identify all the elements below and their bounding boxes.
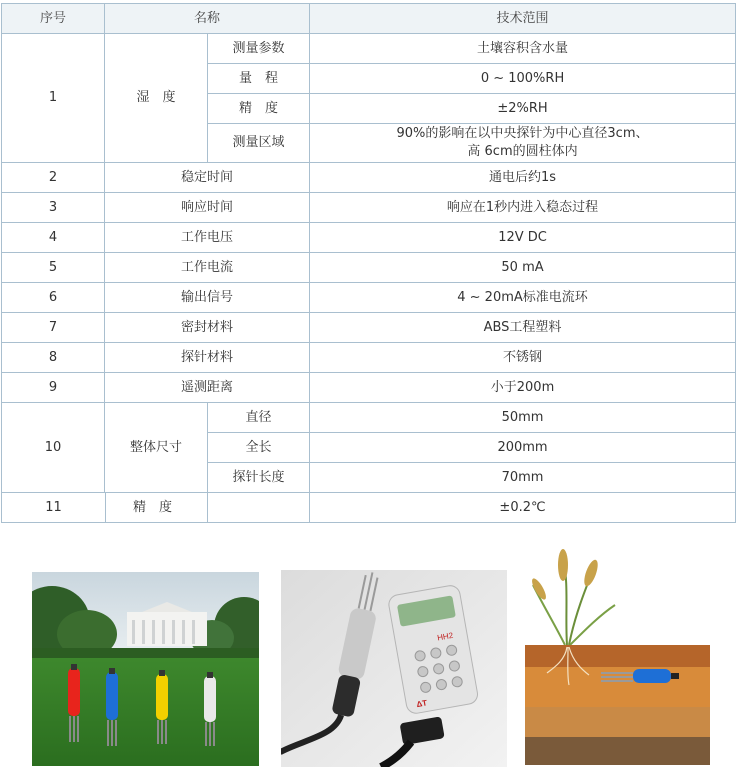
row-value bbox=[310, 124, 736, 163]
row-name: 稳定时间 bbox=[105, 163, 310, 193]
meter-label: HH2 bbox=[436, 630, 454, 643]
row-name: 探针材料 bbox=[105, 343, 310, 373]
row-value: 12V DC bbox=[310, 223, 736, 253]
row-no: 11 bbox=[2, 493, 106, 522]
row-value: 土壤容积含水量 bbox=[310, 34, 736, 64]
row-value: ±2%RH bbox=[310, 94, 736, 124]
row-name: 遥测距离 bbox=[105, 373, 310, 403]
row-group: 整体尺寸 bbox=[105, 403, 208, 493]
row-subname: 量 程 bbox=[208, 64, 310, 94]
header-row bbox=[2, 4, 736, 34]
row-value: 通电后约1s bbox=[310, 163, 736, 193]
table-row bbox=[2, 313, 736, 343]
row-no-merged bbox=[2, 493, 208, 523]
row-no: 7 bbox=[2, 313, 105, 343]
row-value: ABS工程塑料 bbox=[310, 313, 736, 343]
row-no: 1 bbox=[2, 34, 105, 163]
row-subname: 测量参数 bbox=[208, 34, 310, 64]
table-row bbox=[2, 253, 736, 283]
row-no: 3 bbox=[2, 193, 105, 223]
table-row bbox=[2, 403, 736, 433]
table-row bbox=[2, 283, 736, 313]
row-no: 10 bbox=[2, 403, 105, 493]
table-row bbox=[2, 223, 736, 253]
lawn-sensors-photo bbox=[32, 572, 259, 766]
row-name: 响应时间 bbox=[105, 193, 310, 223]
soil-cross-section-photo bbox=[525, 545, 710, 765]
row-name: 密封材料 bbox=[105, 313, 310, 343]
row-name-text: 精 度 bbox=[133, 499, 173, 515]
table-row bbox=[2, 34, 736, 64]
row-value: 50 mA bbox=[310, 253, 736, 283]
table-row bbox=[2, 373, 736, 403]
row-name bbox=[133, 493, 310, 523]
row-no: 2 bbox=[2, 163, 105, 193]
row-value: 70mm bbox=[310, 463, 736, 493]
row-subname: 探针长度 bbox=[208, 463, 310, 493]
row-value-line1: 90%的影响在以中央探针为中心直径3cm、 bbox=[396, 126, 649, 141]
row-no: 8 bbox=[2, 343, 105, 373]
row-group: 湿 度 bbox=[105, 34, 208, 163]
row-subname: 直径 bbox=[208, 403, 310, 433]
product-photos bbox=[0, 545, 737, 770]
row-name: 工作电流 bbox=[105, 253, 310, 283]
row-name: 输出信号 bbox=[105, 283, 310, 313]
row-value: 200mm bbox=[310, 433, 736, 463]
header-no: 序号 bbox=[2, 4, 105, 34]
row-no: 6 bbox=[2, 283, 105, 313]
header-name: 名称 bbox=[105, 4, 310, 34]
row-no: 5 bbox=[2, 253, 105, 283]
row-no: 9 bbox=[2, 373, 105, 403]
table-row bbox=[2, 163, 736, 193]
table-row bbox=[2, 493, 736, 523]
row-subname: 精 度 bbox=[208, 94, 310, 124]
table-row bbox=[2, 193, 736, 223]
row-subname: 全长 bbox=[208, 433, 310, 463]
row-value: 响应在1秒内进入稳态过程 bbox=[310, 193, 736, 223]
row-value: 50mm bbox=[310, 403, 736, 433]
row-name: 工作电压 bbox=[105, 223, 310, 253]
handheld-meter-photo bbox=[281, 570, 507, 767]
row-no: 4 bbox=[2, 223, 105, 253]
row-value: 不锈钢 bbox=[310, 343, 736, 373]
spec-table bbox=[1, 3, 736, 523]
row-value-line2: 高 6cm的圆柱体内 bbox=[467, 144, 578, 159]
row-value: 0 ~ 100%RH bbox=[310, 64, 736, 94]
row-value: 4 ~ 20mA标准电流环 bbox=[310, 283, 736, 313]
row-subname: 测量区域 bbox=[208, 124, 310, 163]
header-range: 技术范围 bbox=[310, 4, 736, 34]
table-row bbox=[2, 343, 736, 373]
row-value: 小于200m bbox=[310, 373, 736, 403]
meter-brand: ΔT bbox=[415, 698, 428, 710]
row-value: ±0.2℃ bbox=[310, 493, 736, 523]
